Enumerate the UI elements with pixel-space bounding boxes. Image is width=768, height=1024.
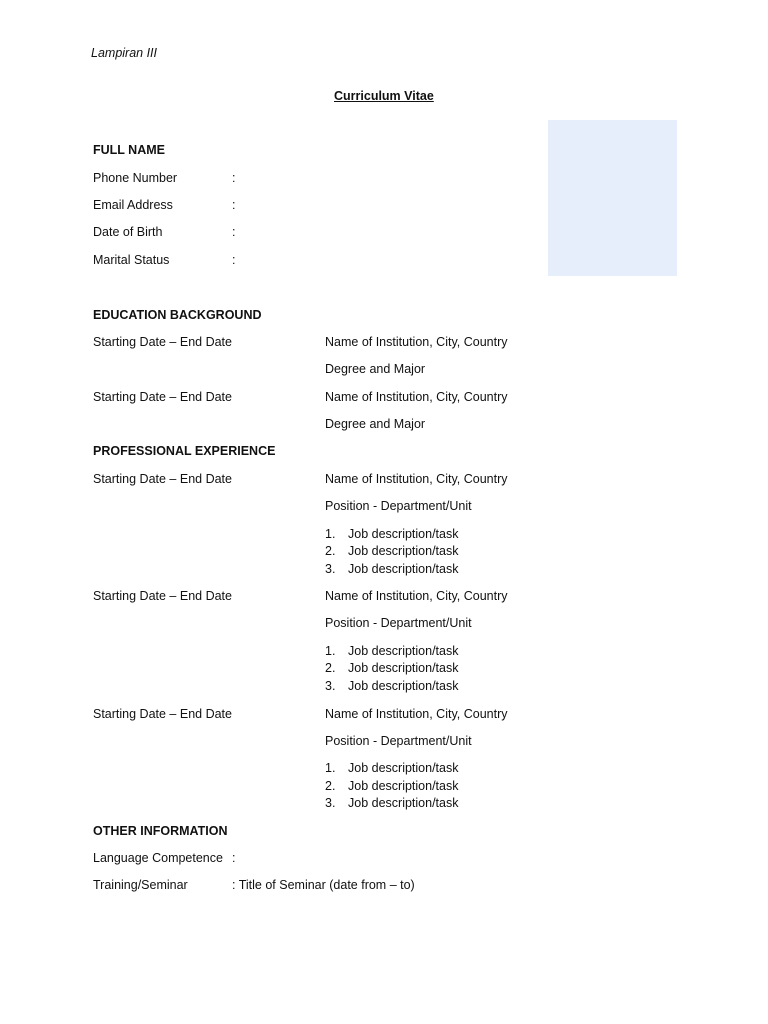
experience-heading: PROFESSIONAL EXPERIENCE <box>93 444 276 458</box>
experience-position: Position - Department/Unit <box>325 734 472 748</box>
task-number: 3. <box>325 796 336 810</box>
task-item: Job description/task <box>348 562 459 576</box>
task-number: 1. <box>325 761 336 775</box>
phone-label: Phone Number <box>93 171 178 185</box>
task-item: Job description/task <box>348 644 459 658</box>
training-value: : Title of Seminar (date from – to) <box>232 878 415 892</box>
education-date: Starting Date – End Date <box>93 390 232 404</box>
experience-date: Starting Date – End Date <box>93 472 232 486</box>
task-number: 1. <box>325 527 336 541</box>
dob-colon: : <box>232 225 236 239</box>
task-item: Job description/task <box>348 661 459 675</box>
experience-institution: Name of Institution, City, Country <box>325 589 508 603</box>
appendix-label: Lampiran III <box>91 46 158 60</box>
email-label: Email Address <box>93 198 173 212</box>
photo-placeholder <box>548 120 677 276</box>
language-label: Language Competence <box>93 851 223 865</box>
task-item: Job description/task <box>348 761 459 775</box>
task-item: Job description/task <box>348 779 459 793</box>
task-number: 2. <box>325 779 336 793</box>
training-label: Training/Seminar <box>93 878 188 892</box>
experience-position: Position - Department/Unit <box>325 616 472 630</box>
experience-date: Starting Date – End Date <box>93 707 232 721</box>
education-degree: Degree and Major <box>325 417 426 431</box>
education-institution: Name of Institution, City, Country <box>325 390 508 404</box>
experience-institution: Name of Institution, City, Country <box>325 472 508 486</box>
task-number: 3. <box>325 679 336 693</box>
task-item: Job description/task <box>348 679 459 693</box>
experience-institution: Name of Institution, City, Country <box>325 707 508 721</box>
task-number: 3. <box>325 562 336 576</box>
language-colon: : <box>232 851 236 865</box>
marital-label: Marital Status <box>93 253 170 267</box>
email-colon: : <box>232 198 236 212</box>
document-title: Curriculum Vitae <box>334 89 434 103</box>
education-heading: EDUCATION BACKGROUND <box>93 308 262 322</box>
experience-date: Starting Date – End Date <box>93 589 232 603</box>
task-item: Job description/task <box>348 527 459 541</box>
marital-colon: : <box>232 253 236 267</box>
task-item: Job description/task <box>348 544 459 558</box>
other-info-heading: OTHER INFORMATION <box>93 824 228 838</box>
task-number: 2. <box>325 544 336 558</box>
phone-colon: : <box>232 171 236 185</box>
experience-position: Position - Department/Unit <box>325 499 472 513</box>
dob-label: Date of Birth <box>93 225 163 239</box>
full-name-heading: FULL NAME <box>93 143 165 157</box>
task-item: Job description/task <box>348 796 459 810</box>
education-institution: Name of Institution, City, Country <box>325 335 508 349</box>
task-number: 2. <box>325 661 336 675</box>
education-date: Starting Date – End Date <box>93 335 232 349</box>
task-number: 1. <box>325 644 336 658</box>
education-degree: Degree and Major <box>325 362 426 376</box>
